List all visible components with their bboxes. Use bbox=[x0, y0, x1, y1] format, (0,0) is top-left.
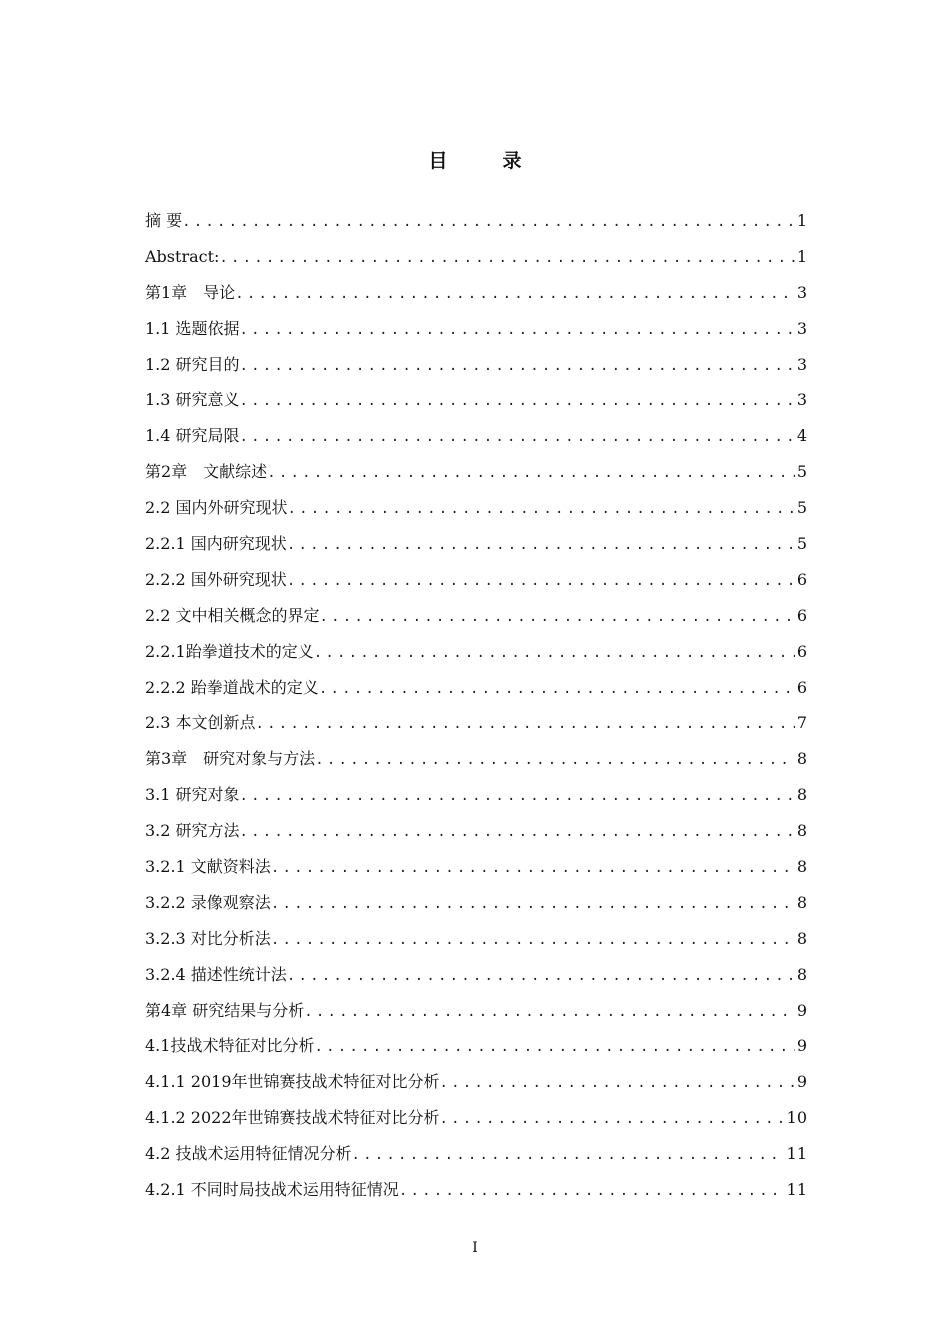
toc-entry-page: 1 bbox=[796, 246, 807, 266]
toc-entry-page: 8 bbox=[796, 785, 807, 805]
toc-entry-page: 6 bbox=[796, 569, 807, 589]
toc-entry-page: 8 bbox=[796, 749, 807, 769]
toc-entry-page: 5 bbox=[796, 534, 807, 554]
toc-entry-label: 1.1 选题依据 bbox=[145, 318, 240, 338]
toc-entry-label: 2.2.2 跆拳道战术的定义 bbox=[145, 677, 319, 697]
toc-dot-leader bbox=[182, 205, 795, 241]
toc-entry-label: 3.2.2 录像观察法 bbox=[145, 892, 271, 912]
toc-entry-page: 8 bbox=[796, 857, 807, 877]
toc-entry[interactable] bbox=[145, 885, 807, 921]
toc-dot-leader bbox=[440, 1102, 785, 1138]
toc-entry-page: 1 bbox=[796, 211, 807, 230]
toc-entry-page: 4 bbox=[796, 426, 807, 446]
toc-entry-page: 5 bbox=[796, 498, 807, 518]
toc-entry-page: 8 bbox=[796, 821, 807, 841]
toc-dot-leader bbox=[240, 420, 795, 456]
page-number: I bbox=[472, 1240, 478, 1256]
toc-entry-page: 3 bbox=[796, 318, 807, 338]
toc-entry-label: 3.2.4 描述性统计法 bbox=[145, 964, 287, 984]
toc-entry-page: 10 bbox=[786, 1108, 807, 1128]
toc-entry[interactable] bbox=[145, 849, 807, 885]
toc-dot-leader bbox=[240, 349, 795, 385]
toc-entry[interactable] bbox=[145, 921, 807, 957]
toc-dot-leader bbox=[287, 528, 795, 564]
toc-entry-label: 摘 要 bbox=[145, 211, 183, 230]
toc-dot-leader bbox=[240, 313, 795, 349]
toc-entry-page: 7 bbox=[796, 713, 807, 733]
toc-entry-label: 2.2.2 国外研究现状 bbox=[145, 569, 287, 589]
toc-entry-page: 8 bbox=[796, 928, 807, 948]
toc-entry[interactable] bbox=[145, 418, 807, 454]
toc-entry-label: 2.2.1跆拳道技术的定义 bbox=[145, 641, 314, 661]
toc-dot-leader bbox=[314, 1030, 794, 1066]
toc-entry-label: 2.2 文中相关概念的界定 bbox=[145, 605, 320, 625]
toc-entry[interactable] bbox=[145, 1028, 807, 1064]
toc-entry-label: 1.2 研究目的 bbox=[145, 354, 240, 374]
toc-entry-page: 11 bbox=[786, 1144, 807, 1164]
toc-entry-label: 3.1 研究对象 bbox=[145, 785, 240, 805]
toc-entry-label: 4.1.1 2019年世锦赛技战术特征对比分析 bbox=[145, 1072, 440, 1092]
toc-entry[interactable] bbox=[145, 598, 807, 634]
toc-entry[interactable] bbox=[145, 1136, 807, 1172]
toc-entry[interactable] bbox=[145, 1100, 807, 1136]
toc-entry-page: 6 bbox=[796, 605, 807, 625]
toc-dot-leader bbox=[320, 600, 795, 636]
toc-entry-label: Abstract: bbox=[145, 246, 220, 266]
toc-entry-label: 3.2.1 文献资料法 bbox=[145, 857, 271, 877]
toc-title: 目 录 bbox=[428, 150, 540, 172]
toc-entry-label: 3.2.3 对比分析法 bbox=[145, 928, 271, 948]
toc-entry[interactable] bbox=[145, 670, 807, 706]
toc-entry-label: 2.2 国内外研究现状 bbox=[145, 498, 288, 518]
toc-entry[interactable] bbox=[145, 526, 807, 562]
toc-dot-leader bbox=[235, 277, 795, 313]
toc-entry-page: 3 bbox=[796, 354, 807, 374]
toc-dot-leader bbox=[304, 995, 795, 1031]
toc-entry-page: 11 bbox=[786, 1180, 807, 1200]
toc-entry-page: 6 bbox=[796, 677, 807, 697]
toc-dot-leader bbox=[287, 959, 795, 995]
toc-entry-page: 3 bbox=[796, 390, 807, 410]
toc-entry[interactable] bbox=[145, 957, 807, 993]
toc-entry-page: 9 bbox=[796, 1036, 807, 1056]
toc-entry[interactable] bbox=[145, 562, 807, 598]
toc-dot-leader bbox=[440, 1066, 795, 1102]
toc-entry[interactable] bbox=[145, 705, 807, 741]
toc-entry-label: 3.2 研究方法 bbox=[145, 821, 240, 841]
toc-dot-leader bbox=[240, 815, 795, 851]
toc-entry[interactable] bbox=[145, 741, 807, 777]
toc-entry-label: 第4章 研究结果与分析 bbox=[145, 1000, 305, 1020]
toc-dot-leader bbox=[271, 923, 795, 959]
toc-dot-leader bbox=[399, 1174, 785, 1210]
toc-entry-label: 4.1技战术特征对比分析 bbox=[145, 1036, 315, 1056]
toc-dot-leader bbox=[319, 672, 795, 708]
toc-entry[interactable] bbox=[145, 203, 807, 239]
toc-entry-page: 8 bbox=[796, 892, 807, 912]
toc-entry[interactable] bbox=[145, 454, 807, 490]
toc-dot-leader bbox=[314, 636, 795, 672]
toc-entry-label: 1.4 研究局限 bbox=[145, 426, 240, 446]
toc-dot-leader bbox=[240, 779, 795, 815]
toc-dot-leader bbox=[219, 241, 794, 277]
toc-entry[interactable] bbox=[145, 1064, 807, 1100]
toc-list bbox=[145, 203, 807, 1208]
toc-entry[interactable] bbox=[145, 347, 807, 383]
toc-dot-leader bbox=[288, 492, 795, 528]
toc-entry[interactable] bbox=[145, 813, 807, 849]
toc-entry-label: 第2章 文献综述 bbox=[145, 462, 268, 482]
toc-entry[interactable] bbox=[145, 993, 807, 1029]
toc-entry[interactable] bbox=[145, 1172, 807, 1208]
toc-entry-page: 5 bbox=[796, 462, 807, 482]
toc-entry-page: 3 bbox=[796, 282, 807, 302]
toc-dot-leader bbox=[271, 887, 795, 923]
toc-entry[interactable] bbox=[145, 239, 807, 275]
toc-entry-page: 9 bbox=[796, 1000, 807, 1020]
toc-entry-label: 4.1.2 2022年世锦赛技战术特征对比分析 bbox=[145, 1108, 440, 1128]
toc-dot-leader bbox=[287, 564, 795, 600]
toc-entry[interactable] bbox=[145, 311, 807, 347]
toc-entry-label: 4.2 技战术运用特征情况分析 bbox=[145, 1144, 352, 1164]
toc-entry-page: 8 bbox=[796, 964, 807, 984]
toc-entry[interactable] bbox=[145, 382, 807, 418]
toc-entry[interactable] bbox=[145, 634, 807, 670]
toc-entry-page: 9 bbox=[796, 1072, 807, 1092]
toc-entry-label: 2.3 本文创新点 bbox=[145, 713, 256, 733]
toc-entry-label: 2.2.1 国内研究现状 bbox=[145, 534, 287, 554]
toc-dot-leader bbox=[256, 707, 795, 743]
toc-entry-label: 第1章 导论 bbox=[145, 282, 236, 302]
toc-dot-leader bbox=[352, 1138, 785, 1174]
toc-dot-leader bbox=[267, 456, 795, 492]
toc-entry[interactable] bbox=[145, 490, 807, 526]
toc-entry-label: 4.2.1 不同时局技战术运用特征情况 bbox=[145, 1180, 399, 1200]
toc-entry[interactable] bbox=[145, 777, 807, 813]
toc-dot-leader bbox=[240, 384, 795, 420]
toc-dot-leader bbox=[315, 743, 795, 779]
toc-entry[interactable] bbox=[145, 275, 807, 311]
toc-dot-leader bbox=[271, 851, 795, 887]
toc-entry-label: 1.3 研究意义 bbox=[145, 390, 240, 410]
toc-entry-page: 6 bbox=[796, 641, 807, 661]
toc-entry-label: 第3章 研究对象与方法 bbox=[145, 749, 316, 769]
